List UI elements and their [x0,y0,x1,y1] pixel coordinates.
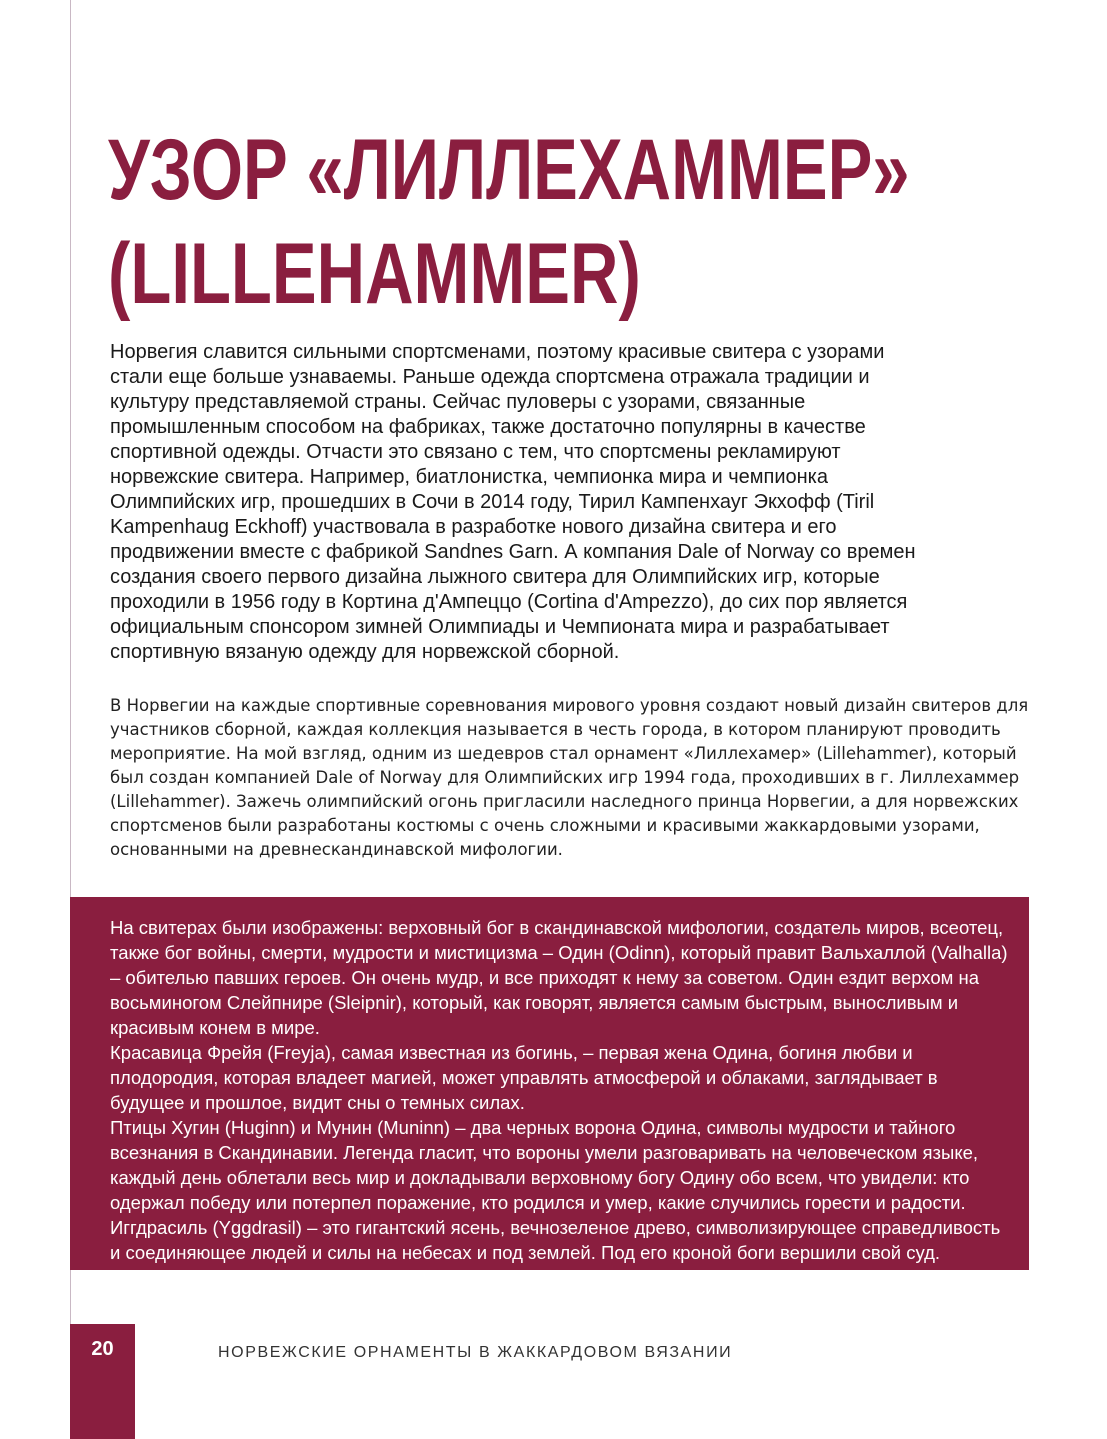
odin-paragraph: На свитерах были изображены: верховный бог в скандинавской мифологии, создатель миров, всеотец, также бог войны, смерти, мудрости и мистицизма – Один (Odinn), который правит Вальхаллой (Valhalla) – обителью павших героев. Он очень мудр, и все приходят к нему за советом. Один ездит верхом на восьминогом Слейпнире (Sleipnir), который, как говорят, является самым быстрым, выносливым и красивым конем в мире. [110,917,1008,1038]
ravens-paragraph: Птицы Хугин (Huginn) и Мунин (Muninn) – два черных ворона Одина, символы мудрости и тайного всезнания в Скандинавии. Легенда гласит, что вороны умели разговаривать на человеческом языке, каждый день облетали весь мир и докладывали верховному богу Одину обо всем, что увидели: кто одержал победу или потерпел поражение, кто родился и умер, какие случились горести и радости. [110,1117,979,1213]
page-number-tab [70,1324,135,1439]
title-line-1: УЗОР «ЛИЛЛЕХАММЕР» [108,122,910,218]
page-number: 20 [91,1338,114,1360]
page-title [108,118,910,326]
yggdrasil-paragraph: Иггдрасиль (Yggdrasil) – это гигантский ясень, вечнозеленое древо, символизирующее справедливость и соединяющее людей и силы на небесах и под землей. Под его кроной боги вершили свой суд. [110,1217,1001,1263]
running-head: НОРВЕЖСКИЕ ОРНАМЕНТЫ В ЖАККАРДОВОМ ВЯЗАНИИ [218,1344,733,1361]
title-line-2: (LILLEHAMMER) [108,226,641,322]
lead-paragraph: Норвегия славится сильными спортсменами, поэтому красивые свитера с узорами стали еще больше узнаваемы. Раньше одежда спортсмена отражала традиции и культуру представляемой страны. Сейчас пуловеры с узорами, связанные промышленным способом на фабриках, также достаточно популярны в качестве спортивной одежды. Отчасти это связано с тем, что спортсмены рекламируют норвежские свитера. Например, биатлонистка, чемпионка мира и чемпионка Олимпийских игр, прошедших в Сочи в 2014 году, Тирил Кампенхауг Экхофф (Tiril Kampenhaug Eckhoff) участвовала в разработке нового дизайна свитера и его продвижении вместе с фабрикой Sandnes Garn. А компания Dale of Norway со времен создания своего первого дизайна лыжного свитера для Олимпийских игр, которые проходили в 1956 году в Кортина д'Ампеццо (Cortina d'Ampezzo), до сих пор является официальным спонсором зимней Олимпиады и Чемпионата мира и разрабатывает спортивную вязаную одежду для норвежской сборной. [110,341,916,663]
mythology-text [110,915,1015,1265]
mythology-callout-box [70,897,1029,1270]
freyja-paragraph: Красавица Фрейя (Freyja), самая известная из богинь, – первая жена Одина, богиня любви и плодородия, которая владеет магией, может управлять атмосферой и облаками, заглядывает в будущее и прошлое, видит сны о темных силах. [110,1042,938,1113]
body-paragraph: В Норвегии на каждые спортивные соревнования мирового уровня создают новый дизайн свитеров для участников сборной, каждая коллекция называется в честь города, в котором планируют проводить мероприятие. На мой взгляд, одним из шедевров стал орнамент «Лиллехамер» (Lillehammer), который был создан компанией Dale of Norway для Олимпийских игр 1994 года, проходивших в г. Лиллехаммер (Lillehammer). Зажечь олимпийский огонь пригласили наследного принца Норвегии, а для норвежских спортсменов были разработаны костюмы с очень сложными и красивыми жаккардовыми узорами, основанными на древнескандинавской мифологии. [110,696,1029,859]
